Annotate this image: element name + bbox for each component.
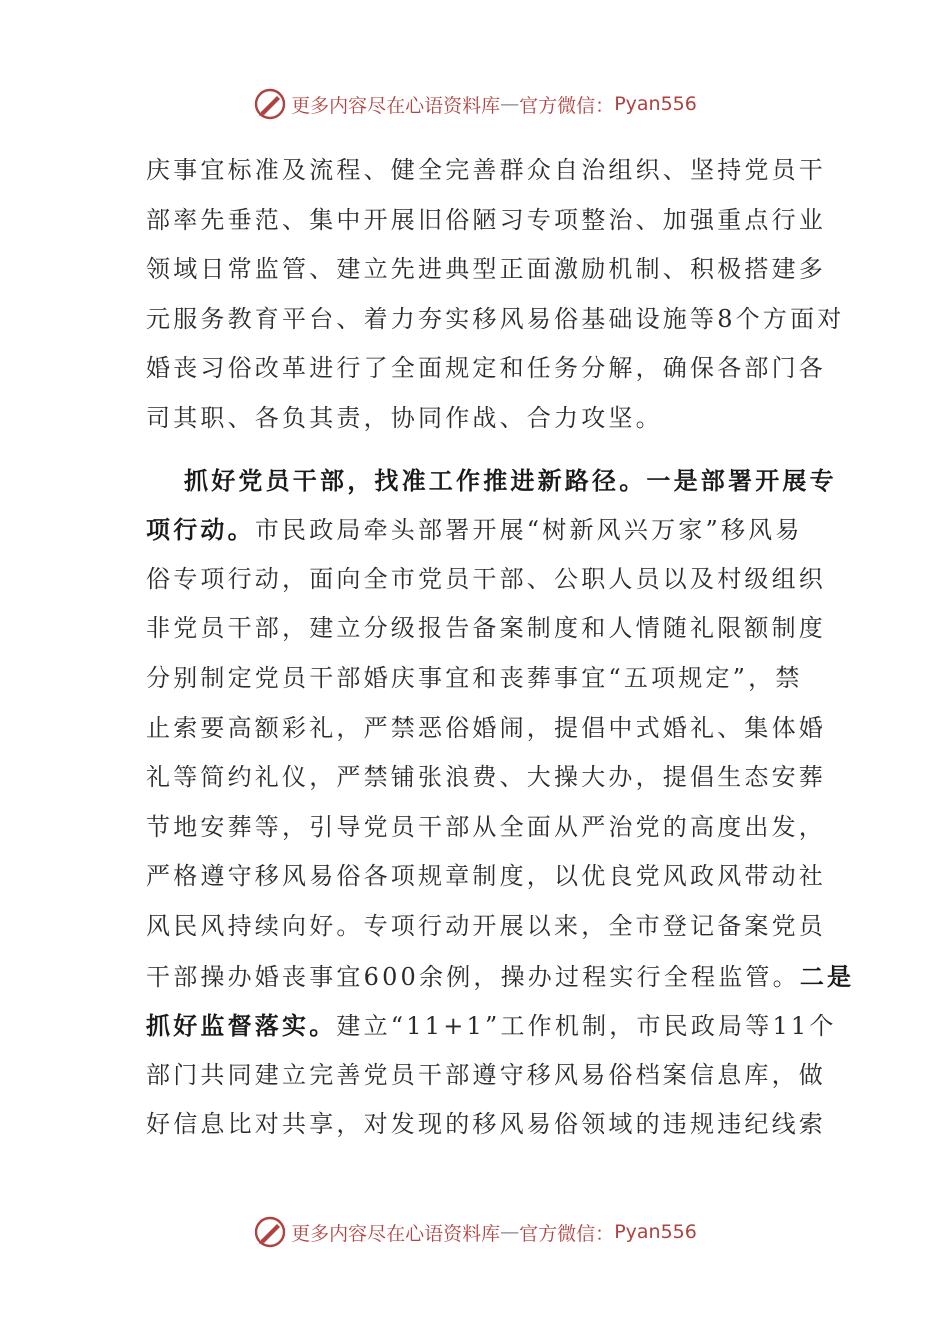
text-line: 风民风持续向好。专项行动开展以来，全市登记备案党员	[146, 911, 826, 940]
text-line	[146, 505, 806, 555]
text-line: 分别制定党员干部婚庆事宜和丧葬事宜“五项规定”，禁	[146, 663, 803, 692]
text-line	[146, 1001, 837, 1051]
text-line: 节地安葬等，引导党员干部从全面从严治党的高度出发，	[146, 812, 826, 841]
body-text: 建立“11+1”工作机制，市民政局等11个	[336, 1012, 837, 1041]
text-line: 部率先垂范、集中开展旧俗陋习专项整治、加强重点行业	[146, 205, 826, 234]
banner-text: 更多内容尽在心语资料库	[291, 1222, 501, 1245]
footer-watermark-banner	[0, 1212, 950, 1252]
header-watermark-banner	[0, 84, 950, 124]
paragraph-1	[146, 146, 845, 444]
bold-heading: 抓好党员干部，找准工作推进新路径。一是部署开展专	[184, 465, 837, 495]
banner-contact: Pyan556	[614, 93, 697, 115]
bold-heading: 项行动。	[146, 515, 255, 545]
bold-heading: 抓好监督落实。	[146, 1011, 337, 1041]
text-line: 部门共同建立完善党员干部遵守移风易俗档案信息库，做	[146, 1060, 826, 1089]
text-line	[146, 456, 837, 506]
pen-logo-icon	[253, 87, 287, 121]
banner-dash: —	[500, 1221, 520, 1243]
bold-heading: 二是	[799, 961, 855, 991]
banner-official: 官方微信：	[519, 94, 615, 117]
body-text: 市民政局牵头部署开展“树新风兴万家”移风易	[254, 516, 803, 545]
pen-logo-icon	[253, 1215, 287, 1249]
text-line: 非党员干部，建立分级报告备案制度和人情随礼限额制度	[146, 614, 826, 643]
text-line: 婚丧习俗改革进行了全面规定和任务分解，确保各部门各	[146, 354, 826, 383]
banner-dash: —	[500, 93, 520, 115]
text-line: 元服务教育平台、着力夯实移风易俗基础设施等8个方面对	[146, 304, 845, 333]
text-line: 礼等简约礼仪，严禁铺张浪费、大操大办，提倡生态安葬	[146, 763, 826, 792]
body-text: 干部操办婚丧事宜600余例，操办过程实行全程监管。	[146, 962, 800, 991]
paragraph-2	[146, 456, 855, 1150]
banner-contact: Pyan556	[614, 1221, 697, 1243]
text-line: 严格遵守移风易俗各项规章制度，以优良党风政风带动社	[146, 862, 826, 891]
text-line: 好信息比对共享，对发现的移风易俗领域的违规违纪线索	[146, 1110, 826, 1139]
text-line: 止索要高额彩礼，严禁恶俗婚闹，提倡中式婚礼、集体婚	[146, 713, 826, 742]
text-line	[146, 952, 855, 1002]
banner-official: 官方微信：	[519, 1222, 615, 1245]
text-line: 俗专项行动，面向全市党员干部、公职人员以及村级组织	[146, 564, 826, 593]
text-line: 领域日常监管、建立先进典型正面激励机制、积极搭建多	[146, 255, 826, 284]
text-line: 庆事宜标准及流程、健全完善群众自治组织、坚持党员干	[146, 156, 826, 184]
document-body	[146, 146, 855, 1150]
text-line: 司其职、各负其责，协同作战、合力攻坚。	[146, 403, 663, 432]
banner-text: 更多内容尽在心语资料库	[291, 94, 501, 117]
